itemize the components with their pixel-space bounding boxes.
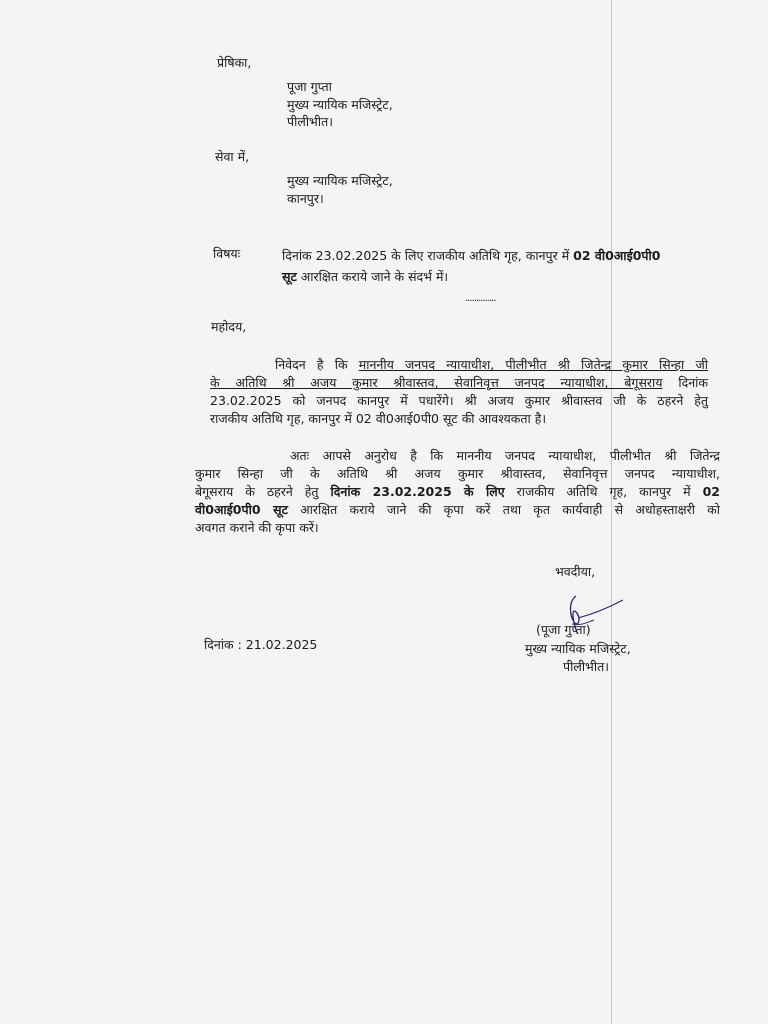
para1-l1-text: निवेदन है कि: [275, 357, 359, 372]
subject-line2-bold: सूट: [282, 269, 297, 284]
from-name: पूजा गुप्ता: [287, 79, 332, 94]
subject-text: [282, 245, 660, 287]
para2-l3-text-a: बेगूसराय के ठहरने हेतु: [195, 484, 331, 499]
signature-title: मुख्य न्यायिक मजिस्ट्रेट,: [525, 641, 631, 656]
para1-l2-text: दिनांक: [662, 375, 709, 390]
subject-label: विषयः: [213, 246, 241, 261]
paragraph-2-line-5: अवगत कराने की कृपा करें।: [195, 520, 319, 535]
paragraph-1: [210, 356, 708, 428]
para2-l3-bold-date: दिनांक 23.02.2025 के लिए: [330, 484, 505, 499]
para2-l3-text-c: राजकीय अतिथि गृह, कानपुर में: [504, 484, 703, 499]
closing: भवदीया,: [555, 564, 596, 579]
paragraph-2: [195, 447, 720, 537]
para2-l4-text: आरक्षित कराये जाने की कृपा करें तथा कृत कार्यवाही से अधोहस्ताक्षरी को: [287, 502, 720, 517]
signature-place: पीलीभीत।: [563, 659, 609, 674]
para1-l1-underlined: माननीय जनपद न्यायाधीश, पीलीभीत श्री जितेन्द्र कुमार सिन्हा जी: [358, 357, 708, 372]
from-title: मुख्य न्यायिक मजिस्ट्रेट,: [287, 96, 393, 112]
subject-line1-bold: 02 वी0आई0पी0: [573, 248, 661, 263]
subject-divider: ..............: [465, 293, 496, 304]
letter-date: दिनांक : 21.02.2025: [204, 637, 318, 652]
to-label: सेवा में,: [215, 149, 250, 164]
paragraph-2-line-3: [195, 483, 720, 501]
salutation: महोदय,: [211, 319, 247, 334]
paragraph-1-line-2: [210, 374, 708, 392]
from-place: पीलीभीत।: [287, 114, 333, 129]
from-label: प्रेषिका,: [217, 55, 252, 70]
paragraph-2-line-4: [195, 501, 720, 519]
para2-l4-bold: वी0आई0पी0 सूट: [195, 502, 288, 517]
signature-name: (पूजा गुप्ता): [536, 622, 591, 637]
to-title: मुख्य न्यायिक मजिस्ट्रेट,: [287, 173, 393, 188]
para2-l3-bold-count: 02: [702, 484, 721, 499]
to-place: कानपुर।: [287, 190, 324, 206]
paragraph-2-line-2: कुमार सिन्हा जी के अतिथि श्री अजय कुमार श्रीवास्तव, सेवानिवृत्त जनपद न्यायाधीश,: [195, 466, 720, 481]
subject-line2-text: आरक्षित कराये जाने के संदर्भ में।: [296, 269, 449, 284]
to-block: [287, 172, 393, 207]
paragraph-1-line-4: राजकीय अतिथि गृह, कानपुर में 02 वी0आई0पी0 सूट की आवश्यकता है।: [210, 411, 547, 426]
from-block: [287, 78, 393, 131]
subject-line1-text: दिनांक 23.02.2025 के लिए राजकीय अतिथि गृह, कानपुर में: [282, 248, 574, 263]
para1-l2-underlined: के अतिथि श्री अजय कुमार श्रीवास्तव, सेवानिवृत्त जनपद न्यायाधीश, बेगूसराय: [210, 375, 663, 390]
paragraph-2-line-1: अतः आपसे अनुरोध है कि माननीय जनपद न्यायाधीश, पीलीभीत श्री जितेन्द्र: [290, 448, 720, 463]
paragraph-1-line-3: 23.02.2025 को जनपद कानपुर में पधारेंगे। श्री अजय कुमार श्रीवास्तव जी के ठहरने हेतु: [210, 393, 708, 408]
paragraph-1-line-1: [210, 356, 708, 374]
